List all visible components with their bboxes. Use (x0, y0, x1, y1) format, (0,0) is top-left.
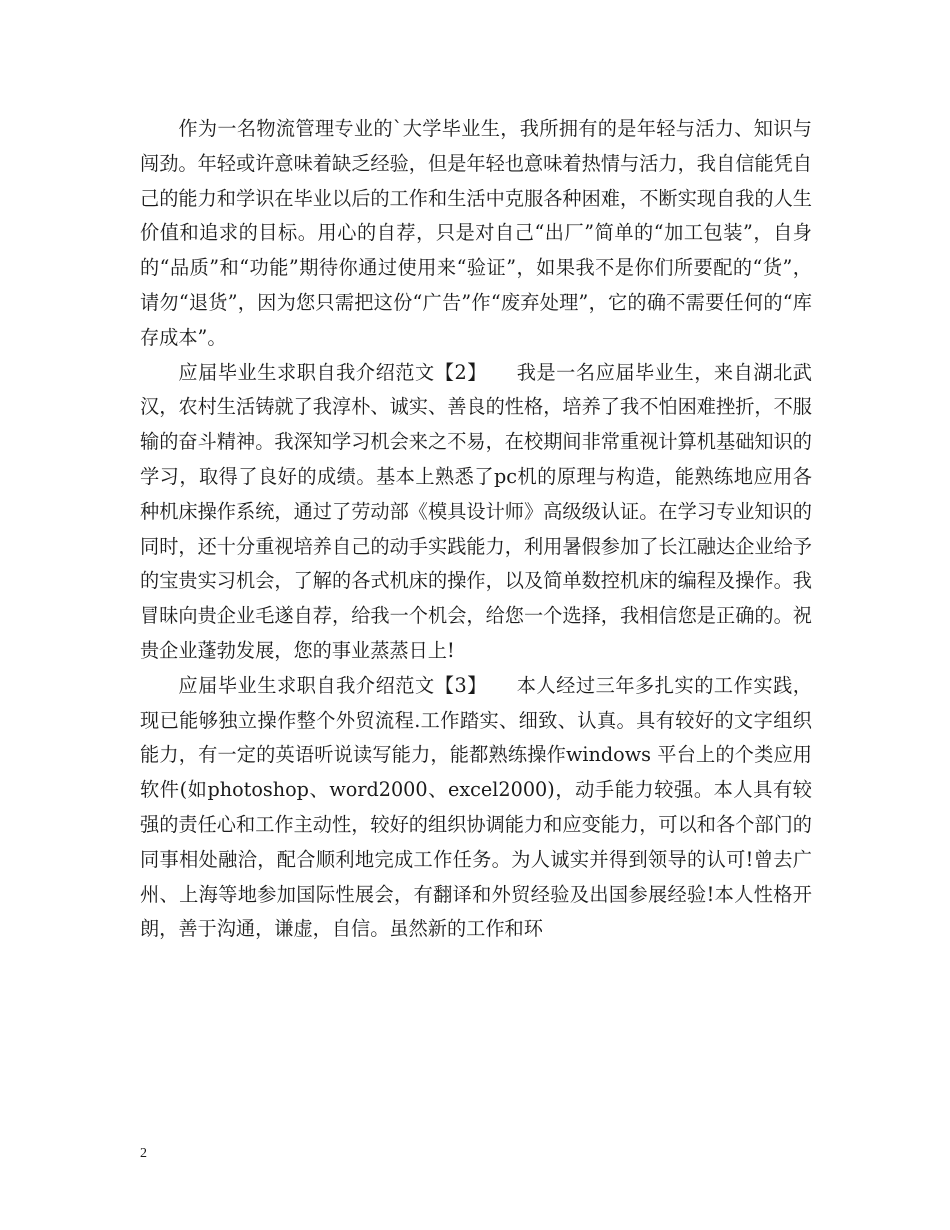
page-number: 2 (140, 1146, 147, 1161)
paragraph-sample-2: 应届毕业生求职自我介绍范文【2】 我是一名应届毕业生，来自湖北武汉，农村生活铸就了我淳朴、诚实、善良的性格，培养了我不怕困难挫折，不服输的奋斗精神。我深知学习机会来之不易，在校期间非常重视计算机基础知识的学习，取得了良好的成绩。基本上熟悉了pc机的原理与构造，能熟练地应用各种机床操作系统，通过了劳动部《模具设计师》高级级认证。在学习专业知识的同时，还十分重视培养自己的动手实践能力，利用暑假参加了长江融达企业给予的宝贵实习机会，了解的各式机床的操作，以及简单数控机床的编程及操作。我冒昧向贵企业毛遂自荐，给我一个机会，给您一个选择，我相信您是正确的。祝贵企业蓬勃发展，您的事业蒸蒸日上! (140, 360, 812, 662)
document-body (140, 112, 812, 947)
paragraph-sample-3: 应届毕业生求职自我介绍范文【3】 本人经过三年多扎实的工作实践，现已能够独立操作整个外贸流程.工作踏实、细致、认真。具有较好的文字组织能力，有一定的英语听说读写能力，能都熟练操作windows 平台上的个类应用软件(如photoshop、word2000、excel2000)，动手能力较强。本人具有较强的责任心和工作主动性，较好的组织协调能力和应变能力，可以和各个部门的同事相处融洽，配合顺利地完成工作任务。为人诚实并得到领导的认可!曾去广州、上海等地参加国际性展会，有翻译和外贸经验及出国参展经验!本人性格开朗，善于沟通，谦虚，自信。虽然新的工作和环 (140, 673, 812, 941)
paragraph-self-recommendation: 作为一名物流管理专业的`大学毕业生，我所拥有的是年轻与活力、知识与闯劲。年轻或许意味着缺乏经验，但是年轻也意味着热情与活力，我自信能凭自己的能力和学识在毕业以后的工作和生活中克服各种困难，不断实现自我的人生价值和追求的目标。用心的自荐，只是对自己“出厂”简单的“加工包装”，自身的“品质”和“功能”期待你通过使用来“验证”，如果我不是你们所要配的“货”，请勿“退货”，因为您只需把这份“广告”作“废弃处理”，它的确不需要任何的“库存成本”。 (140, 117, 812, 349)
